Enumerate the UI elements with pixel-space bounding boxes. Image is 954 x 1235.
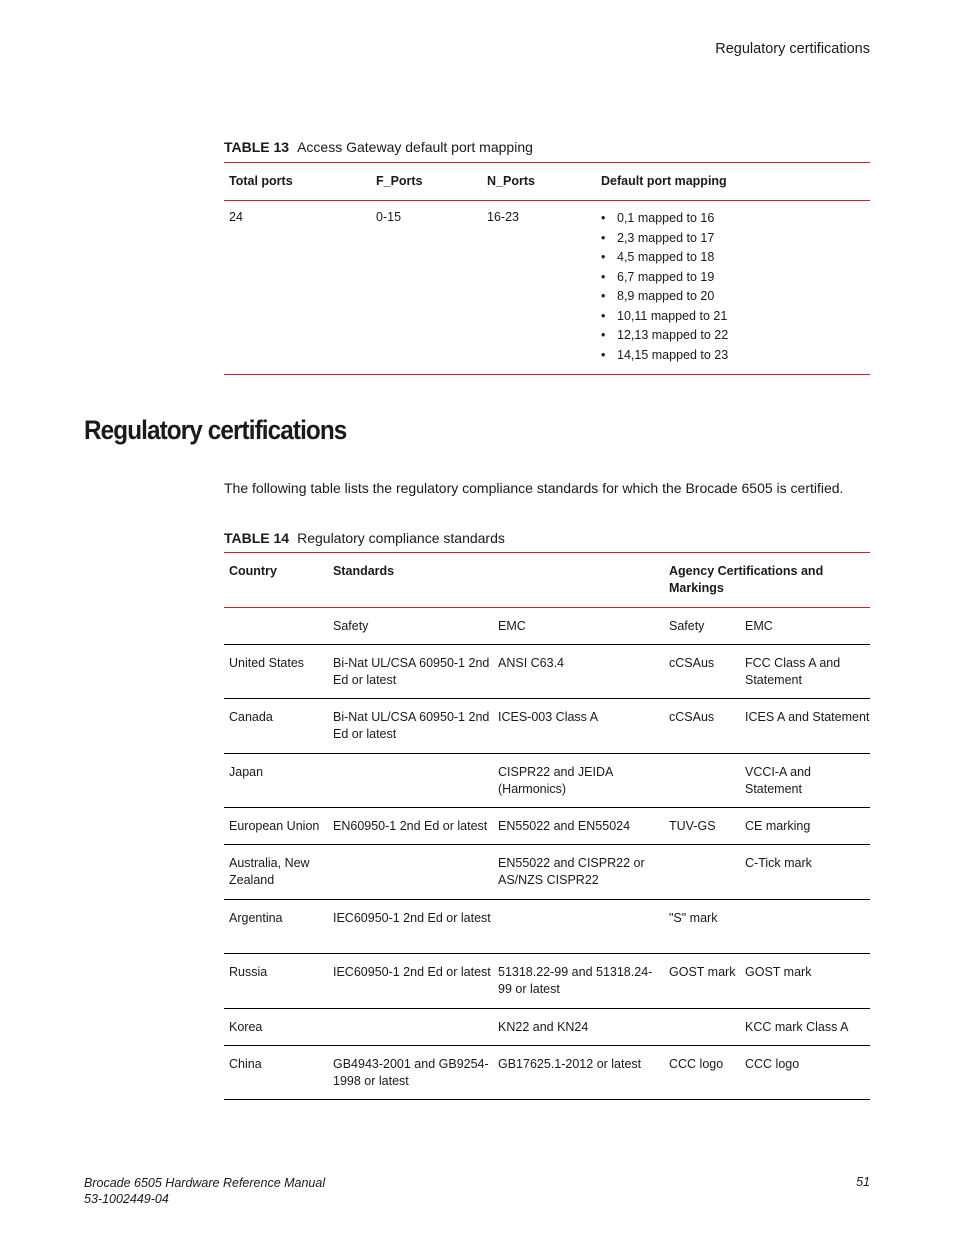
table14-col-agency: Agency Certifications and Markings <box>664 553 870 608</box>
table14-subcol-agency-emc: EMC <box>740 607 870 644</box>
agency-emc-cell <box>740 899 870 954</box>
table14-col-country: Country <box>224 553 328 608</box>
table-row <box>224 1045 870 1100</box>
agency-safety-cell: cCSAus <box>664 644 740 699</box>
table13-title: Access Gateway default port mapping <box>297 139 533 155</box>
standards-safety-cell: Bi-Nat UL/CSA 60950-1 2nd Ed or latest <box>328 699 493 754</box>
standards-safety-cell <box>328 753 493 808</box>
page-number: 51 <box>856 1175 870 1189</box>
list-item: • 14,15 mapped to 23 <box>601 346 870 366</box>
table14-subcol-standards-emc: EMC <box>493 607 664 644</box>
table-row <box>224 1008 870 1045</box>
standards-emc-cell: CISPR22 and JEIDA (Harmonics) <box>493 753 664 808</box>
list-item: • 0,1 mapped to 16 <box>601 209 870 229</box>
table13-label: TABLE 13 <box>224 139 290 155</box>
footer-left <box>84 1175 325 1207</box>
table-row <box>224 845 870 900</box>
footer-manual-title: Brocade 6505 Hardware Reference Manual <box>84 1176 326 1190</box>
agency-safety-cell <box>664 1008 740 1045</box>
agency-emc-cell: KCC mark Class A <box>740 1008 870 1045</box>
agency-emc-cell: CCC logo <box>740 1045 870 1100</box>
country-cell: Canada <box>224 699 328 754</box>
table-row <box>224 201 870 375</box>
agency-emc-cell: ICES A and Statement <box>740 699 870 754</box>
mapping-cell <box>596 201 870 375</box>
table14-subcol-standards-safety: Safety <box>328 607 493 644</box>
standards-emc-cell: ICES-003 Class A <box>493 699 664 754</box>
country-cell: Australia, New Zealand <box>224 845 328 900</box>
standards-safety-cell <box>328 1008 493 1045</box>
list-item: • 6,7 mapped to 19 <box>601 268 870 288</box>
table13-col-n-ports: N_Ports <box>482 163 596 201</box>
table-row <box>224 644 870 699</box>
list-item: • 4,5 mapped to 18 <box>601 248 870 268</box>
table14-subheader-row <box>224 607 870 644</box>
agency-emc-cell: FCC Class A and Statement <box>740 644 870 699</box>
standards-emc-cell: EN55022 and CISPR22 or AS/NZS CISPR22 <box>493 845 664 900</box>
standards-emc-cell <box>493 899 664 954</box>
agency-safety-cell: TUV-GS <box>664 808 740 845</box>
table14-title: Regulatory compliance standards <box>297 530 505 546</box>
agency-emc-cell: C-Tick mark <box>740 845 870 900</box>
country-cell: Japan <box>224 753 328 808</box>
table14-header-row <box>224 553 870 608</box>
table13-col-default-mapping: Default port mapping <box>596 163 870 201</box>
table13-col-total-ports: Total ports <box>224 163 371 201</box>
agency-emc-cell: VCCI-A and Statement <box>740 753 870 808</box>
footer-doc-number: 53-1002449-04 <box>84 1192 169 1206</box>
standards-safety-cell: GB4943-2001 and GB9254-1998 or latest <box>328 1045 493 1100</box>
standards-safety-cell: EN60950-1 2nd Ed or latest <box>328 808 493 845</box>
table14-subheader-empty <box>224 607 328 644</box>
list-item: • 8,9 mapped to 20 <box>601 287 870 307</box>
standards-emc-cell: KN22 and KN24 <box>493 1008 664 1045</box>
mapping-list <box>601 209 870 365</box>
section-title: Regulatory certifications <box>84 415 347 445</box>
table14-label: TABLE 14 <box>224 530 290 546</box>
table14-caption <box>224 530 505 546</box>
standards-emc-cell: 51318.22-99 and 51318.24-99 or latest <box>493 954 664 1009</box>
agency-safety-cell: GOST mark <box>664 954 740 1009</box>
country-cell: United States <box>224 644 328 699</box>
table-row <box>224 699 870 754</box>
country-cell: Russia <box>224 954 328 1009</box>
table14 <box>224 552 870 1100</box>
table-row <box>224 899 870 954</box>
table13 <box>224 162 870 375</box>
standards-safety-cell <box>328 845 493 900</box>
standards-emc-cell: GB17625.1-2012 or latest <box>493 1045 664 1100</box>
standards-safety-cell: IEC60950-1 2nd Ed or latest <box>328 954 493 1009</box>
table-row <box>224 808 870 845</box>
agency-safety-cell: CCC logo <box>664 1045 740 1100</box>
table13-header-row <box>224 163 870 201</box>
country-cell: Korea <box>224 1008 328 1045</box>
table14-subcol-agency-safety: Safety <box>664 607 740 644</box>
table14-col-standards: Standards <box>328 553 664 608</box>
agency-emc-cell: CE marking <box>740 808 870 845</box>
country-cell: China <box>224 1045 328 1100</box>
standards-emc-cell: EN55022 and EN55024 <box>493 808 664 845</box>
agency-safety-cell: "S" mark <box>664 899 740 954</box>
agency-emc-cell: GOST mark <box>740 954 870 1009</box>
table13-caption <box>224 139 533 155</box>
standards-safety-cell: IEC60950-1 2nd Ed or latest <box>328 899 493 954</box>
list-item: • 12,13 mapped to 22 <box>601 326 870 346</box>
country-cell: European Union <box>224 808 328 845</box>
total-ports-cell: 24 <box>229 210 243 224</box>
table13-col-f-ports: F_Ports <box>371 163 482 201</box>
list-item: • 2,3 mapped to 17 <box>601 229 870 249</box>
agency-safety-cell <box>664 845 740 900</box>
f-ports-cell: 0-15 <box>376 210 402 224</box>
standards-emc-cell: ANSI C63.4 <box>493 644 664 699</box>
agency-safety-cell: cCSAus <box>664 699 740 754</box>
intro-paragraph: The following table lists the regulatory compliance standards for which the Brocade 6505 is certified. <box>224 480 844 496</box>
table-row <box>224 753 870 808</box>
table-row <box>224 954 870 1009</box>
running-header: Regulatory certifications <box>715 41 870 57</box>
standards-safety-cell: Bi-Nat UL/CSA 60950-1 2nd Ed or latest <box>328 644 493 699</box>
n-ports-cell: 16-23 <box>487 210 519 224</box>
country-cell: Argentina <box>224 899 328 954</box>
list-item: • 10,11 mapped to 21 <box>601 307 870 327</box>
agency-safety-cell <box>664 753 740 808</box>
